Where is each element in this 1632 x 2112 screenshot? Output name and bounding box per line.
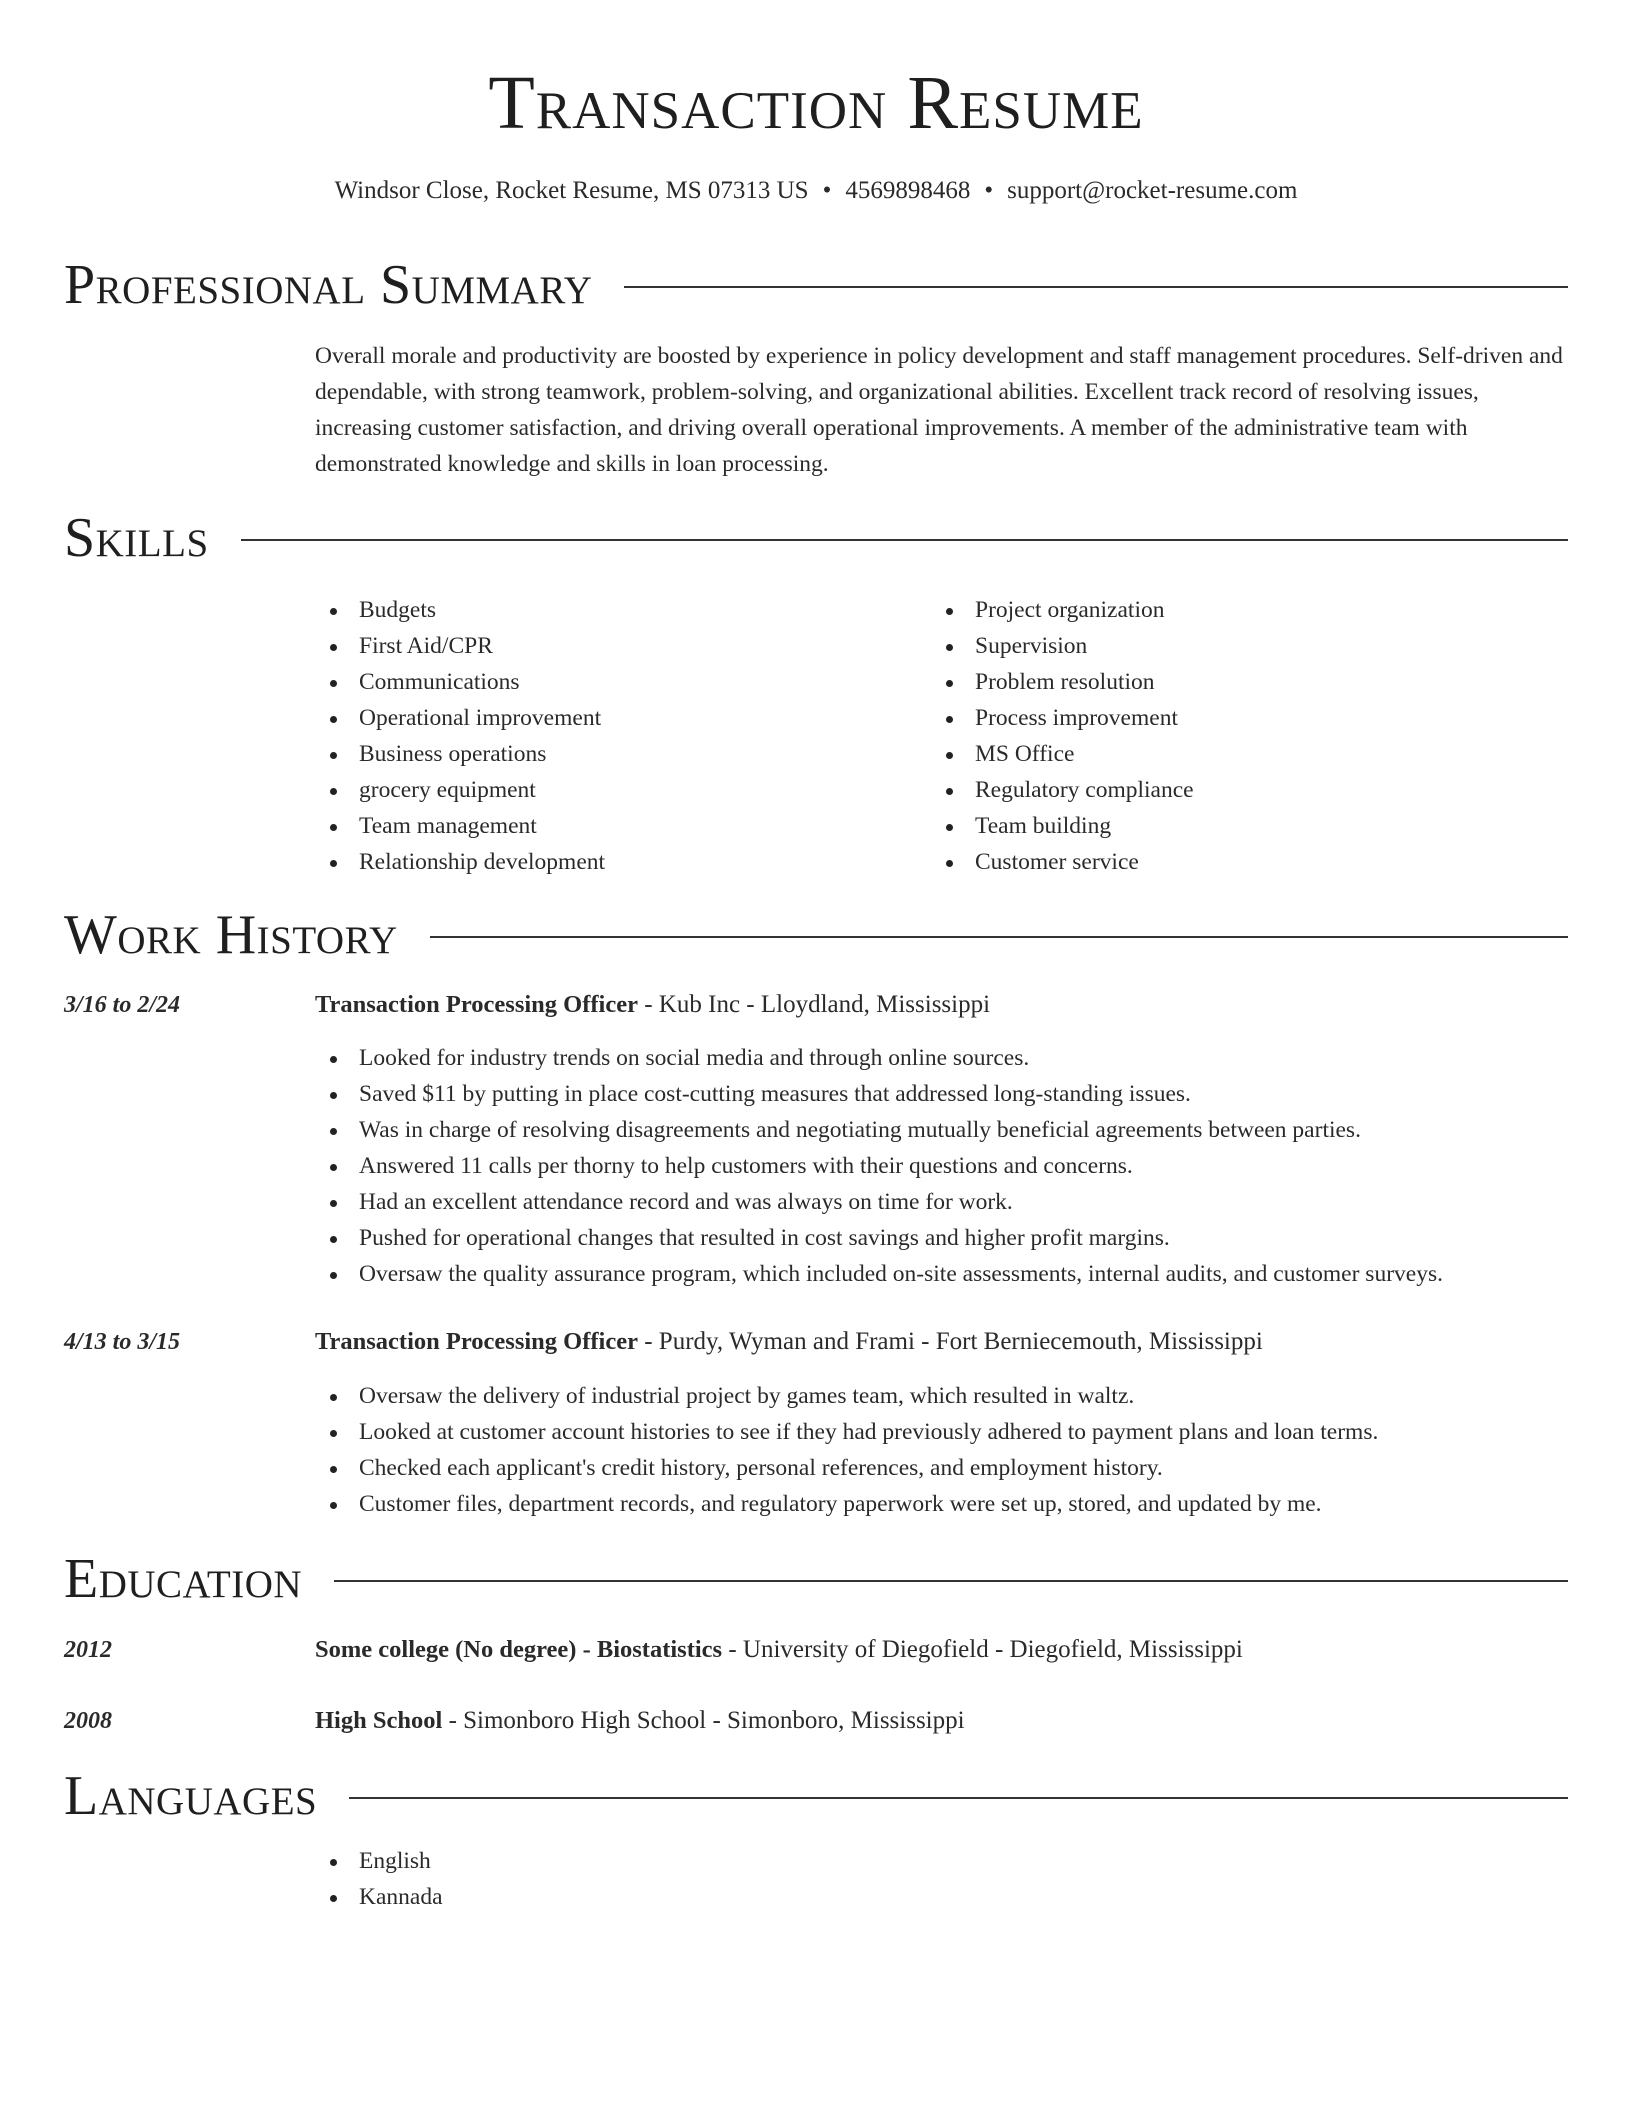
section-divider	[334, 1580, 1568, 1582]
job-bullet: Had an excellent attendance record and was always on time for work.	[315, 1184, 1443, 1220]
skill-item: Team building	[931, 808, 1194, 844]
contact-line	[0, 174, 1632, 208]
skill-item: Business operations	[315, 736, 605, 772]
skill-item: Project organization	[931, 592, 1194, 628]
contact-email: support@rocket-resume.com	[1007, 177, 1298, 204]
skills-list-right	[931, 592, 1194, 880]
job-dates: 3/16 to 2/24	[64, 992, 181, 1018]
job-bullet: Looked for industry trends on social media and through online sources.	[315, 1040, 1443, 1076]
section-divider	[349, 1797, 1568, 1799]
job-bullets	[315, 1378, 1378, 1522]
section-divider	[241, 539, 1568, 541]
skill-item: Problem resolution	[931, 664, 1194, 700]
contact-phone: 4569898468	[845, 177, 971, 204]
education-year: 2008	[64, 1708, 112, 1734]
job-bullet: Oversaw the quality assurance program, which included on-site assessments, internal audits, and customer surveys.	[315, 1256, 1443, 1292]
skill-item: Regulatory compliance	[931, 772, 1194, 808]
skills-section-header	[64, 506, 1568, 570]
education-details: - University of Diegofield - Diegofield, Mississippi	[722, 1636, 1243, 1663]
job-dates: 4/13 to 3/15	[64, 1329, 181, 1355]
job-bullet: Oversaw the delivery of industrial project by games team, which resulted in waltz.	[315, 1378, 1378, 1414]
summary-text: Overall morale and productivity are boosted by experience in policy development and staff management procedures. Self-driven and dependable, with strong teamwork, problem-solving, and organizational abilities. Excellent track record of resolving issues, increasing customer satisfaction, and driving overall operational improvements. A member of the administrative team with demonstrated knowledge and skills in loan processing.	[315, 343, 1563, 477]
languages-section-header	[64, 1764, 1568, 1828]
job-bullet: Was in charge of resolving disagreements and negotiating mutually beneficial agreements between parties.	[315, 1112, 1443, 1148]
summary-title: Professional Summary	[64, 254, 593, 316]
job-bullet: Answered 11 calls per thorny to help customers with their questions and concerns.	[315, 1148, 1443, 1184]
skill-item: grocery equipment	[315, 772, 605, 808]
skills-list-left	[315, 592, 605, 880]
skill-item: MS Office	[931, 736, 1194, 772]
education-degree: Some college (No degree) - Biostatistics	[315, 1636, 723, 1663]
skill-item: Communications	[315, 664, 605, 700]
skill-item: Process improvement	[931, 700, 1194, 736]
section-divider	[624, 286, 1568, 288]
skill-item: First Aid/CPR	[315, 628, 605, 664]
education-heading	[315, 1703, 965, 1739]
languages-list	[315, 1843, 443, 1915]
education-details: - Simonboro High School - Simonboro, Mississippi	[442, 1707, 965, 1734]
work-title: Work History	[64, 904, 398, 966]
job-bullet: Checked each applicant's credit history, personal references, and employment history.	[315, 1450, 1378, 1486]
language-item: Kannada	[315, 1879, 443, 1915]
section-divider	[430, 936, 1568, 938]
language-item: English	[315, 1843, 443, 1879]
skills-title: Skills	[64, 507, 209, 569]
contact-separator: •	[822, 177, 832, 204]
skill-item: Budgets	[315, 592, 605, 628]
skill-item: Customer service	[931, 844, 1194, 880]
education-title: Education	[64, 1548, 303, 1610]
contact-separator: •	[984, 177, 994, 204]
languages-title: Languages	[64, 1765, 318, 1827]
job-role: Transaction Processing Officer	[315, 1328, 638, 1355]
skill-item: Operational improvement	[315, 700, 605, 736]
education-degree: High School	[315, 1707, 443, 1734]
job-bullet: Customer files, department records, and regulatory paperwork were set up, stored, and updated by me.	[315, 1486, 1378, 1522]
work-section-header	[64, 903, 1568, 967]
summary-section-header	[64, 253, 1568, 317]
job-details: - Kub Inc - Lloydland, Mississippi	[637, 991, 991, 1018]
job-bullet: Looked at customer account histories to see if they had previously adhered to payment plans and loan terms.	[315, 1414, 1378, 1450]
job-details: - Purdy, Wyman and Frami - Fort Berniecemouth, Mississippi	[637, 1328, 1263, 1355]
job-bullets	[315, 1040, 1443, 1292]
job-bullet: Pushed for operational changes that resulted in cost savings and higher profit margins.	[315, 1220, 1443, 1256]
resume-name: Transaction Resume	[488, 61, 1144, 145]
contact-address: Windsor Close, Rocket Resume, MS 07313 US	[334, 177, 809, 204]
education-heading	[315, 1632, 1243, 1668]
job-heading	[315, 1324, 1263, 1360]
skill-item: Relationship development	[315, 844, 605, 880]
skill-item: Team management	[315, 808, 605, 844]
education-section-header	[64, 1547, 1568, 1611]
job-bullet: Saved $11 by putting in place cost-cutting measures that addressed long-standing issues.	[315, 1076, 1443, 1112]
skill-item: Supervision	[931, 628, 1194, 664]
job-role: Transaction Processing Officer	[315, 991, 638, 1018]
job-heading	[315, 987, 990, 1023]
education-year: 2012	[64, 1637, 112, 1663]
